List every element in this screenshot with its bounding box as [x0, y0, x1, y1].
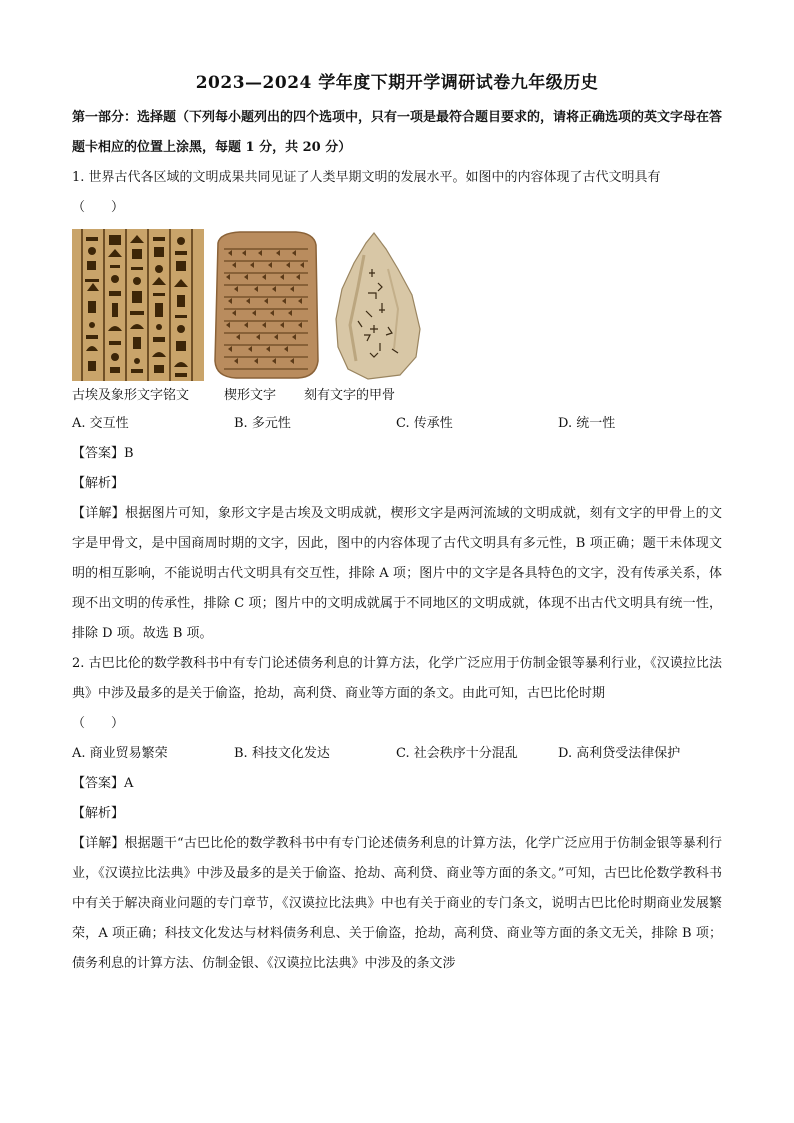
q1-options [72, 409, 722, 439]
q2-option-c[interactable]: C. 社会秩序十分混乱 [396, 746, 518, 761]
q2-option-d[interactable]: D. 高利贷受法律保护 [558, 746, 681, 761]
q2-detail-tag: 【详解】 [72, 836, 125, 851]
hieroglyph-inscription-image [72, 229, 204, 381]
q2-blank: （ ） [72, 716, 125, 731]
q2-answer: 【答案】A [72, 776, 134, 791]
q1-analysis-tag: 【解析】 [72, 476, 125, 491]
q1-answer: 【答案】B [72, 446, 134, 461]
q1-option-c[interactable]: C. 传承性 [396, 416, 453, 431]
q2-option-a[interactable]: A. 商业贸易繁荣 [72, 746, 168, 761]
q1-option-b[interactable]: B. 多元性 [234, 416, 291, 431]
caption-hieroglyph: 古埃及象形文字铭文 [72, 388, 190, 403]
oracle-bone-image [328, 229, 424, 381]
q2-options [72, 739, 722, 769]
q2-analysis-tag: 【解析】 [72, 806, 125, 821]
section-heading: 第一部分：选择题（下列每小题列出的四个选项中，只有一项是最符合题目要求的，请将正确选项的英文字母在答题卡相应的位置上涂黑，每题 1 分，共 20 分） [72, 110, 723, 155]
q1-captions [72, 383, 722, 409]
q1-stem: 1. 世界古代各区域的文明成果共同见证了人类早期文明的发展水平。如图中的内容体现了古代文明具有 [72, 170, 661, 185]
q2-detail-text: 根据题干“古巴比伦的数学教科书中有专门论述债务利息的计算方法，化学广泛应用于仿制金银等暴利行业，《汉谟拉比法典》中涉及最多的是关于偷盗、抢劫、高利贷、商业等方面的条文。”可知，古巴比伦数学教科书中有关于解决商业问题的专门章节，《汉谟拉比法典》中也有关于商业的专门条文，说明古巴比伦时期商业发展繁荣，A 项正确；科技文化发达与材料债务利息、关于偷盗，抢劫，高利贷、商业等方面的条文无关，排除 B 项；债务利息的计算方法、仿制金银、《汉谟拉比法典》中涉及的条文涉 [72, 836, 722, 971]
exam-page [72, 68, 722, 979]
q2-option-b[interactable]: B. 科技文化发达 [234, 746, 330, 761]
q1-figures [72, 229, 722, 381]
q1-option-d[interactable]: D. 统一性 [558, 416, 616, 431]
caption-oracle-bone: 刻有文字的甲骨 [304, 388, 396, 403]
q1-blank: （ ） [72, 200, 125, 215]
caption-cuneiform: 楔形文字 [224, 388, 277, 403]
q1-detail-tag: 【详解】 [72, 506, 126, 521]
cuneiform-tablet-image [210, 229, 322, 381]
q1-detail [72, 499, 722, 649]
q2-stem: 2. 古巴比伦的数学教科书中有专门论述债务利息的计算方法，化学广泛应用于仿制金银等暴利行业，《汉谟拉比法典》中涉及最多的是关于偷盗，抢劫，高利贷、商业等方面的条文。由此可知，古巴比伦时期 [72, 656, 722, 701]
q1-detail-text: 根据图片可知，象形文字是古埃及文明成就，楔形文字是两河流域的文明成就，刻有文字的甲骨上的文字是甲骨文，是中国商周时期的文字，因此，图中的内容体现了古代文明具有多元性，B 项正确；题干未体现文明的相互影响，不能说明古代文明具有交互性，排除 A 项；图片中的文字是各具特色的文字，没有传承关系，体现不出文明的传承性，排除 C 项；图片中的文明成就属于不同地区的文明成就，体现不出古代文明具有统一性，排除 D 项。故选 B 项。 [72, 506, 722, 641]
q1-option-a[interactable]: A. 交互性 [72, 416, 129, 431]
page-title: 2023—2024 学年度下期开学调研试卷九年级历史 [195, 73, 599, 93]
q2-detail [72, 829, 722, 979]
